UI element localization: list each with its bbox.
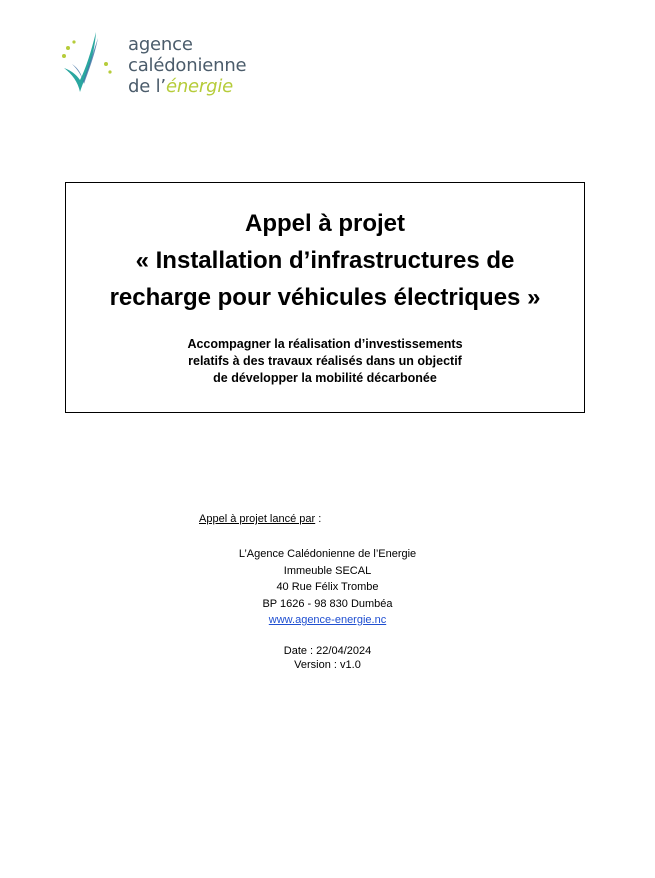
subtitle-line: relatifs à des travaux réalisés dans un objectif bbox=[188, 354, 462, 368]
building: Immeuble SECAL bbox=[283, 564, 372, 577]
street: 40 Rue Félix Trombe bbox=[276, 581, 379, 593]
org-name: L’Agence Calédonienne de l’Energie bbox=[238, 548, 417, 560]
subtitle-line: Accompagner la réalisation d’investissements bbox=[187, 337, 463, 351]
document-date: Date : 22/04/2024 bbox=[283, 645, 372, 657]
title-line: Appel à projet bbox=[244, 210, 406, 237]
subtitle-line: de développer la mobilité décarbonée bbox=[213, 371, 437, 385]
agency-logo bbox=[58, 24, 268, 110]
logo-line3-accent: énergie bbox=[165, 76, 234, 97]
document-title bbox=[66, 205, 584, 316]
logo-wordmark bbox=[128, 34, 246, 97]
logo-line3-prefix: de l’ bbox=[128, 76, 166, 97]
postal: BP 1626 - 98 830 Dumbéa bbox=[262, 597, 393, 610]
leaf-check-icon bbox=[58, 24, 128, 110]
launched-by-heading bbox=[199, 513, 321, 525]
launched-by-suffix: : bbox=[315, 513, 322, 525]
logo-line2: calédonienne bbox=[128, 55, 247, 76]
address-block bbox=[0, 546, 655, 629]
document-meta bbox=[0, 644, 655, 672]
logo-line1: agence bbox=[128, 34, 193, 55]
logo-line3 bbox=[128, 76, 246, 97]
document-version: Version : v1.0 bbox=[294, 659, 361, 671]
title-line: « Installation d’infrastructures de bbox=[135, 247, 515, 274]
title-box bbox=[65, 182, 585, 413]
website-link[interactable]: www.agence-energie.nc bbox=[268, 614, 387, 626]
document-subtitle bbox=[66, 336, 584, 387]
launched-by-label: Appel à projet lancé par bbox=[199, 513, 316, 525]
title-line: recharge pour véhicules électriques » bbox=[109, 284, 541, 311]
